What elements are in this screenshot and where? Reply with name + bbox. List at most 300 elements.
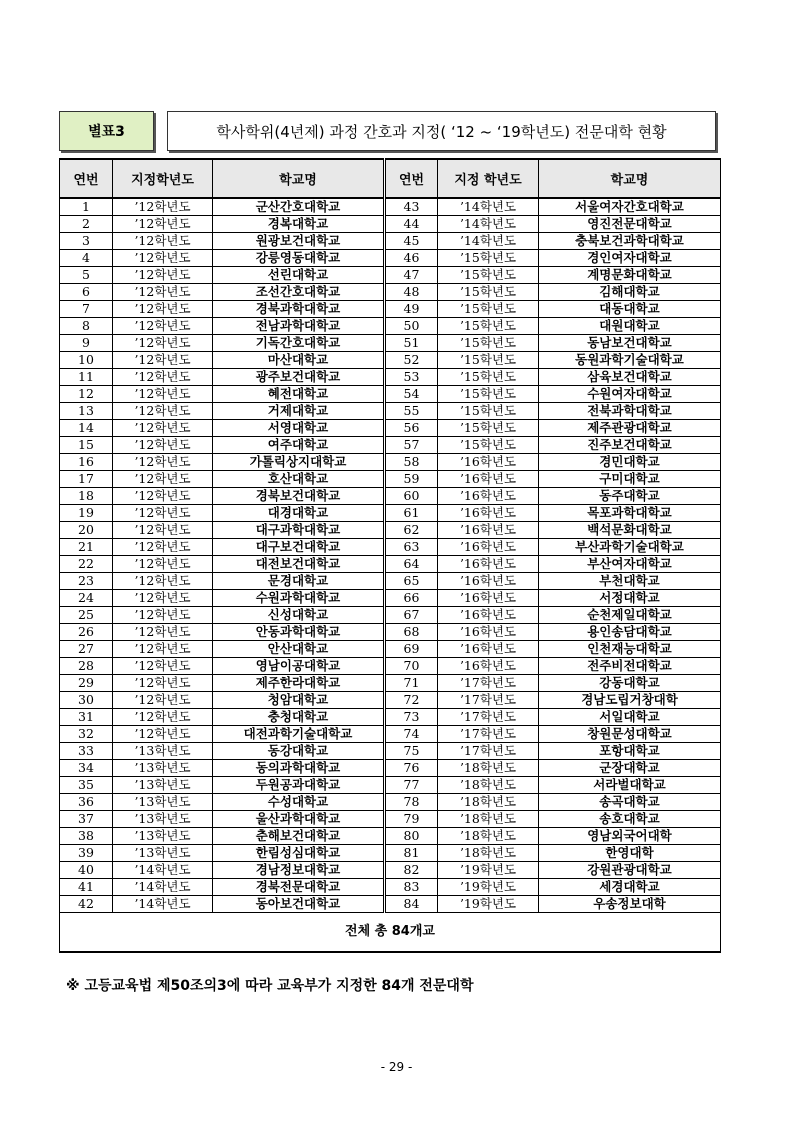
school-name: 수원과학대학교 <box>213 590 385 607</box>
school-name: 한림성심대학교 <box>213 845 385 862</box>
row-number: 75 <box>385 743 438 760</box>
school-name: 동의과학대학교 <box>213 760 385 777</box>
row-number: 69 <box>385 641 438 658</box>
school-name: 목포과학대학교 <box>539 505 721 522</box>
school-name: 춘해보건대학교 <box>213 828 385 845</box>
school-name: 인천재능대학교 <box>539 641 721 658</box>
row-number: 16 <box>60 454 113 471</box>
row-number: 44 <box>385 216 438 233</box>
school-name: 여주대학교 <box>213 437 385 454</box>
table-header <box>60 159 721 198</box>
designation-year: ’12학년도 <box>113 607 213 624</box>
school-name: 원광보건대학교 <box>213 233 385 250</box>
row-number: 27 <box>60 641 113 658</box>
table-row <box>60 505 721 522</box>
school-name: 수성대학교 <box>213 794 385 811</box>
row-number: 1 <box>60 198 113 216</box>
school-name: 영남외국어대학 <box>539 828 721 845</box>
designation-year: ’12학년도 <box>113 284 213 301</box>
school-name: 송곡대학교 <box>539 794 721 811</box>
designation-year: ’17학년도 <box>438 709 539 726</box>
school-name: 대전과학기술대학교 <box>213 726 385 743</box>
row-number: 25 <box>60 607 113 624</box>
school-name: 거제대학교 <box>213 403 385 420</box>
college-table <box>59 158 721 953</box>
school-name: 경북전문대학교 <box>213 879 385 896</box>
designation-year: ’18학년도 <box>438 828 539 845</box>
designation-year: ’16학년도 <box>438 488 539 505</box>
table-row <box>60 386 721 403</box>
designation-year: ’16학년도 <box>438 505 539 522</box>
table-row <box>60 828 721 845</box>
school-name: 제주한라대학교 <box>213 675 385 692</box>
row-number: 36 <box>60 794 113 811</box>
designation-year: ’12학년도 <box>113 386 213 403</box>
row-number: 41 <box>60 879 113 896</box>
school-name: 경복대학교 <box>213 216 385 233</box>
school-name: 광주보건대학교 <box>213 369 385 386</box>
designation-year: ’16학년도 <box>438 573 539 590</box>
school-name: 동남보건대학교 <box>539 335 721 352</box>
designation-year: ’12학년도 <box>113 420 213 437</box>
school-name: 전주비전대학교 <box>539 658 721 675</box>
designation-year: ’13학년도 <box>113 794 213 811</box>
designation-year: ’12학년도 <box>113 250 213 267</box>
table-row <box>60 709 721 726</box>
designation-year: ’18학년도 <box>438 811 539 828</box>
school-name: 송호대학교 <box>539 811 721 828</box>
school-name: 부천대학교 <box>539 573 721 590</box>
designation-year: ’15학년도 <box>438 301 539 318</box>
row-number: 77 <box>385 777 438 794</box>
school-name: 군장대학교 <box>539 760 721 777</box>
table-row <box>60 488 721 505</box>
school-name: 서일대학교 <box>539 709 721 726</box>
row-number: 78 <box>385 794 438 811</box>
school-name: 제주관광대학교 <box>539 420 721 437</box>
designation-year: ’13학년도 <box>113 760 213 777</box>
row-number: 15 <box>60 437 113 454</box>
designation-year: ’15학년도 <box>438 437 539 454</box>
designation-year: ’12학년도 <box>113 573 213 590</box>
school-name: 대구보건대학교 <box>213 539 385 556</box>
row-number: 64 <box>385 556 438 573</box>
designation-year: ’12학년도 <box>113 539 213 556</box>
table-row <box>60 233 721 250</box>
row-number: 9 <box>60 335 113 352</box>
row-number: 66 <box>385 590 438 607</box>
row-number: 55 <box>385 403 438 420</box>
school-name: 창원문성대학교 <box>539 726 721 743</box>
table-row <box>60 216 721 233</box>
table-row <box>60 590 721 607</box>
school-name: 울산과학대학교 <box>213 811 385 828</box>
designation-year: ’18학년도 <box>438 845 539 862</box>
designation-year: ’12학년도 <box>113 335 213 352</box>
school-name: 전북과학대학교 <box>539 403 721 420</box>
table-row <box>60 539 721 556</box>
row-number: 79 <box>385 811 438 828</box>
col-header-num: 연번 <box>60 159 113 198</box>
row-number: 76 <box>385 760 438 777</box>
table-row <box>60 879 721 896</box>
page-number: - 29 - <box>380 1060 413 1074</box>
school-name: 진주보건대학교 <box>539 437 721 454</box>
school-name: 강동대학교 <box>539 675 721 692</box>
designation-year: ’12학년도 <box>113 726 213 743</box>
table-row <box>60 777 721 794</box>
table-row <box>60 743 721 760</box>
designation-year: ’12학년도 <box>113 624 213 641</box>
designation-year: ’19학년도 <box>438 896 539 913</box>
school-name: 서라벌대학교 <box>539 777 721 794</box>
designation-year: ’14학년도 <box>438 216 539 233</box>
table-row <box>60 624 721 641</box>
table-row <box>60 471 721 488</box>
row-number: 3 <box>60 233 113 250</box>
school-name: 경민대학교 <box>539 454 721 471</box>
row-number: 45 <box>385 233 438 250</box>
designation-year: ’14학년도 <box>438 198 539 216</box>
table-row <box>60 352 721 369</box>
designation-year: ’16학년도 <box>438 556 539 573</box>
designation-year: ’16학년도 <box>438 539 539 556</box>
designation-year: ’12학년도 <box>113 675 213 692</box>
school-name: 구미대학교 <box>539 471 721 488</box>
designation-year: ’12학년도 <box>113 505 213 522</box>
table-row <box>60 845 721 862</box>
table-row <box>60 250 721 267</box>
row-number: 65 <box>385 573 438 590</box>
designation-year: ’14학년도 <box>113 862 213 879</box>
row-number: 18 <box>60 488 113 505</box>
row-number: 19 <box>60 505 113 522</box>
row-number: 81 <box>385 845 438 862</box>
row-number: 20 <box>60 522 113 539</box>
school-name: 충청대학교 <box>213 709 385 726</box>
table-row <box>60 284 721 301</box>
designation-year: ’15학년도 <box>438 267 539 284</box>
row-number: 33 <box>60 743 113 760</box>
designation-year: ’13학년도 <box>113 845 213 862</box>
school-name: 마산대학교 <box>213 352 385 369</box>
designation-year: ’12학년도 <box>113 454 213 471</box>
row-number: 47 <box>385 267 438 284</box>
row-number: 28 <box>60 658 113 675</box>
table-row <box>60 454 721 471</box>
row-number: 52 <box>385 352 438 369</box>
designation-year: ’15학년도 <box>438 284 539 301</box>
total-row <box>60 913 721 953</box>
school-name: 부산과학기술대학교 <box>539 539 721 556</box>
row-number: 73 <box>385 709 438 726</box>
designation-year: ’12학년도 <box>113 267 213 284</box>
school-name: 영진전문대학교 <box>539 216 721 233</box>
school-name: 가톨릭상지대학교 <box>213 454 385 471</box>
designation-year: ’15학년도 <box>438 420 539 437</box>
table-row <box>60 692 721 709</box>
col-header-year: 지정학년도 <box>113 159 213 198</box>
table-header-row <box>59 111 716 152</box>
row-number: 38 <box>60 828 113 845</box>
table-row <box>60 607 721 624</box>
row-number: 6 <box>60 284 113 301</box>
school-name: 안산대학교 <box>213 641 385 658</box>
designation-year: ’17학년도 <box>438 675 539 692</box>
designation-year: ’15학년도 <box>438 318 539 335</box>
school-name: 선린대학교 <box>213 267 385 284</box>
row-number: 46 <box>385 250 438 267</box>
col-header-num-2: 연번 <box>385 159 438 198</box>
designation-year: ’12학년도 <box>113 488 213 505</box>
row-number: 24 <box>60 590 113 607</box>
designation-year: ’15학년도 <box>438 335 539 352</box>
school-name: 경남도립거창대학 <box>539 692 721 709</box>
table-row <box>60 369 721 386</box>
designation-year: ’12학년도 <box>113 471 213 488</box>
school-name: 동강대학교 <box>213 743 385 760</box>
designation-year: ’16학년도 <box>438 590 539 607</box>
designation-year: ’12학년도 <box>113 369 213 386</box>
row-number: 17 <box>60 471 113 488</box>
row-number: 5 <box>60 267 113 284</box>
designation-year: ’12학년도 <box>113 709 213 726</box>
row-number: 4 <box>60 250 113 267</box>
school-name: 강릉영동대학교 <box>213 250 385 267</box>
row-number: 71 <box>385 675 438 692</box>
designation-year: ’16학년도 <box>438 641 539 658</box>
school-name: 대경대학교 <box>213 505 385 522</box>
designation-year: ’16학년도 <box>438 607 539 624</box>
school-name: 혜전대학교 <box>213 386 385 403</box>
designation-year: ’16학년도 <box>438 471 539 488</box>
school-name: 영남이공대학교 <box>213 658 385 675</box>
school-name: 경남정보대학교 <box>213 862 385 879</box>
school-name: 수원여자대학교 <box>539 386 721 403</box>
designation-year: ’12학년도 <box>113 301 213 318</box>
designation-year: ’14학년도 <box>113 896 213 913</box>
designation-year: ’17학년도 <box>438 726 539 743</box>
row-number: 56 <box>385 420 438 437</box>
row-number: 32 <box>60 726 113 743</box>
row-number: 68 <box>385 624 438 641</box>
row-number: 48 <box>385 284 438 301</box>
row-number: 49 <box>385 301 438 318</box>
school-name: 계명문화대학교 <box>539 267 721 284</box>
designation-year: ’15학년도 <box>438 403 539 420</box>
row-number: 51 <box>385 335 438 352</box>
row-number: 61 <box>385 505 438 522</box>
row-number: 80 <box>385 828 438 845</box>
designation-year: ’16학년도 <box>438 454 539 471</box>
row-number: 63 <box>385 539 438 556</box>
row-number: 67 <box>385 607 438 624</box>
school-name: 순천제일대학교 <box>539 607 721 624</box>
table-row <box>60 301 721 318</box>
designation-year: ’15학년도 <box>438 386 539 403</box>
school-name: 용인송담대학교 <box>539 624 721 641</box>
designation-year: ’19학년도 <box>438 862 539 879</box>
row-number: 34 <box>60 760 113 777</box>
row-number: 14 <box>60 420 113 437</box>
row-number: 54 <box>385 386 438 403</box>
school-name: 서울여자간호대학교 <box>539 198 721 216</box>
designation-year: ’17학년도 <box>438 692 539 709</box>
school-name: 대전보건대학교 <box>213 556 385 573</box>
footnote: ※ 고등교육법 제50조의3에 따라 교육부가 지정한 84개 전문대학 <box>66 978 474 994</box>
row-number: 23 <box>60 573 113 590</box>
school-name: 문경대학교 <box>213 573 385 590</box>
school-name: 강원관광대학교 <box>539 862 721 879</box>
school-name: 군산간호대학교 <box>213 198 385 216</box>
col-header-year-2: 지정 학년도 <box>438 159 539 198</box>
row-number: 26 <box>60 624 113 641</box>
designation-year: ’14학년도 <box>113 879 213 896</box>
school-name: 충북보건과학대학교 <box>539 233 721 250</box>
row-number: 72 <box>385 692 438 709</box>
school-name: 포항대학교 <box>539 743 721 760</box>
table-row <box>60 335 721 352</box>
designation-year: ’12학년도 <box>113 198 213 216</box>
row-number: 60 <box>385 488 438 505</box>
row-number: 21 <box>60 539 113 556</box>
total-text: 전체 총 84개교 <box>60 913 721 953</box>
row-number: 53 <box>385 369 438 386</box>
designation-year: ’12학년도 <box>113 233 213 250</box>
designation-year: ’12학년도 <box>113 352 213 369</box>
table-row <box>60 896 721 913</box>
row-number: 7 <box>60 301 113 318</box>
row-number: 37 <box>60 811 113 828</box>
designation-year: ’16학년도 <box>438 658 539 675</box>
designation-year: ’15학년도 <box>438 250 539 267</box>
row-number: 74 <box>385 726 438 743</box>
row-number: 43 <box>385 198 438 216</box>
table-row <box>60 556 721 573</box>
table-row <box>60 573 721 590</box>
table-row <box>60 267 721 284</box>
school-name: 두원공과대학교 <box>213 777 385 794</box>
row-number: 58 <box>385 454 438 471</box>
row-number: 39 <box>60 845 113 862</box>
designation-year: ’12학년도 <box>113 318 213 335</box>
designation-year: ’12학년도 <box>113 692 213 709</box>
school-name: 김해대학교 <box>539 284 721 301</box>
table-row <box>60 437 721 454</box>
school-name: 한영대학 <box>539 845 721 862</box>
row-number: 83 <box>385 879 438 896</box>
school-name: 대원대학교 <box>539 318 721 335</box>
designation-year: ’12학년도 <box>113 658 213 675</box>
table-row <box>60 198 721 216</box>
table-title <box>167 111 716 151</box>
school-name: 삼육보건대학교 <box>539 369 721 386</box>
table-row <box>60 522 721 539</box>
table-row <box>60 862 721 879</box>
table-row <box>60 658 721 675</box>
row-number: 10 <box>60 352 113 369</box>
school-name: 청암대학교 <box>213 692 385 709</box>
table-row <box>60 794 721 811</box>
row-number: 59 <box>385 471 438 488</box>
row-number: 31 <box>60 709 113 726</box>
designation-year: ’12학년도 <box>113 590 213 607</box>
table-body <box>60 198 721 913</box>
designation-year: ’12학년도 <box>113 556 213 573</box>
table-row <box>60 675 721 692</box>
school-name: 동원과학기술대학교 <box>539 352 721 369</box>
row-number: 84 <box>385 896 438 913</box>
table-row <box>60 726 721 743</box>
row-number: 11 <box>60 369 113 386</box>
school-name: 서정대학교 <box>539 590 721 607</box>
school-name: 경인여자대학교 <box>539 250 721 267</box>
table-row <box>60 641 721 658</box>
row-number: 8 <box>60 318 113 335</box>
table-row <box>60 318 721 335</box>
designation-year: ’18학년도 <box>438 760 539 777</box>
school-name: 우송정보대학 <box>539 896 721 913</box>
designation-year: ’13학년도 <box>113 828 213 845</box>
designation-year: ’17학년도 <box>438 743 539 760</box>
row-number: 70 <box>385 658 438 675</box>
row-number: 57 <box>385 437 438 454</box>
appendix-label: 별표3 <box>59 111 154 151</box>
school-name: 대동대학교 <box>539 301 721 318</box>
designation-year: ’16학년도 <box>438 522 539 539</box>
school-name: 조선간호대학교 <box>213 284 385 301</box>
school-name: 전남과학대학교 <box>213 318 385 335</box>
designation-year: ’13학년도 <box>113 811 213 828</box>
school-name: 세경대학교 <box>539 879 721 896</box>
designation-year: ’15학년도 <box>438 352 539 369</box>
designation-year: ’13학년도 <box>113 777 213 794</box>
table-row <box>60 811 721 828</box>
row-number: 82 <box>385 862 438 879</box>
row-number: 62 <box>385 522 438 539</box>
school-name: 경북과학대학교 <box>213 301 385 318</box>
row-number: 13 <box>60 403 113 420</box>
school-name: 대구과학대학교 <box>213 522 385 539</box>
designation-year: ’18학년도 <box>438 777 539 794</box>
school-name: 호산대학교 <box>213 471 385 488</box>
designation-year: ’14학년도 <box>438 233 539 250</box>
row-number: 22 <box>60 556 113 573</box>
designation-year: ’15학년도 <box>438 369 539 386</box>
row-number: 30 <box>60 692 113 709</box>
row-number: 40 <box>60 862 113 879</box>
designation-year: ’12학년도 <box>113 522 213 539</box>
table-title-text: 학사학위(4년제) 과정 간호과 지정( ‘12 ~ ‘19학년도) 전문대학 현황 <box>216 122 667 141</box>
row-number: 29 <box>60 675 113 692</box>
school-name: 안동과학대학교 <box>213 624 385 641</box>
row-number: 35 <box>60 777 113 794</box>
row-number: 50 <box>385 318 438 335</box>
school-name: 경북보건대학교 <box>213 488 385 505</box>
designation-year: ’19학년도 <box>438 879 539 896</box>
designation-year: ’12학년도 <box>113 641 213 658</box>
table-row <box>60 420 721 437</box>
row-number: 42 <box>60 896 113 913</box>
designation-year: ’13학년도 <box>113 743 213 760</box>
school-name: 동주대학교 <box>539 488 721 505</box>
school-name: 부산여자대학교 <box>539 556 721 573</box>
col-header-school: 학교명 <box>213 159 385 198</box>
school-name: 서영대학교 <box>213 420 385 437</box>
designation-year: ’16학년도 <box>438 624 539 641</box>
designation-year: ’12학년도 <box>113 403 213 420</box>
designation-year: ’12학년도 <box>113 216 213 233</box>
